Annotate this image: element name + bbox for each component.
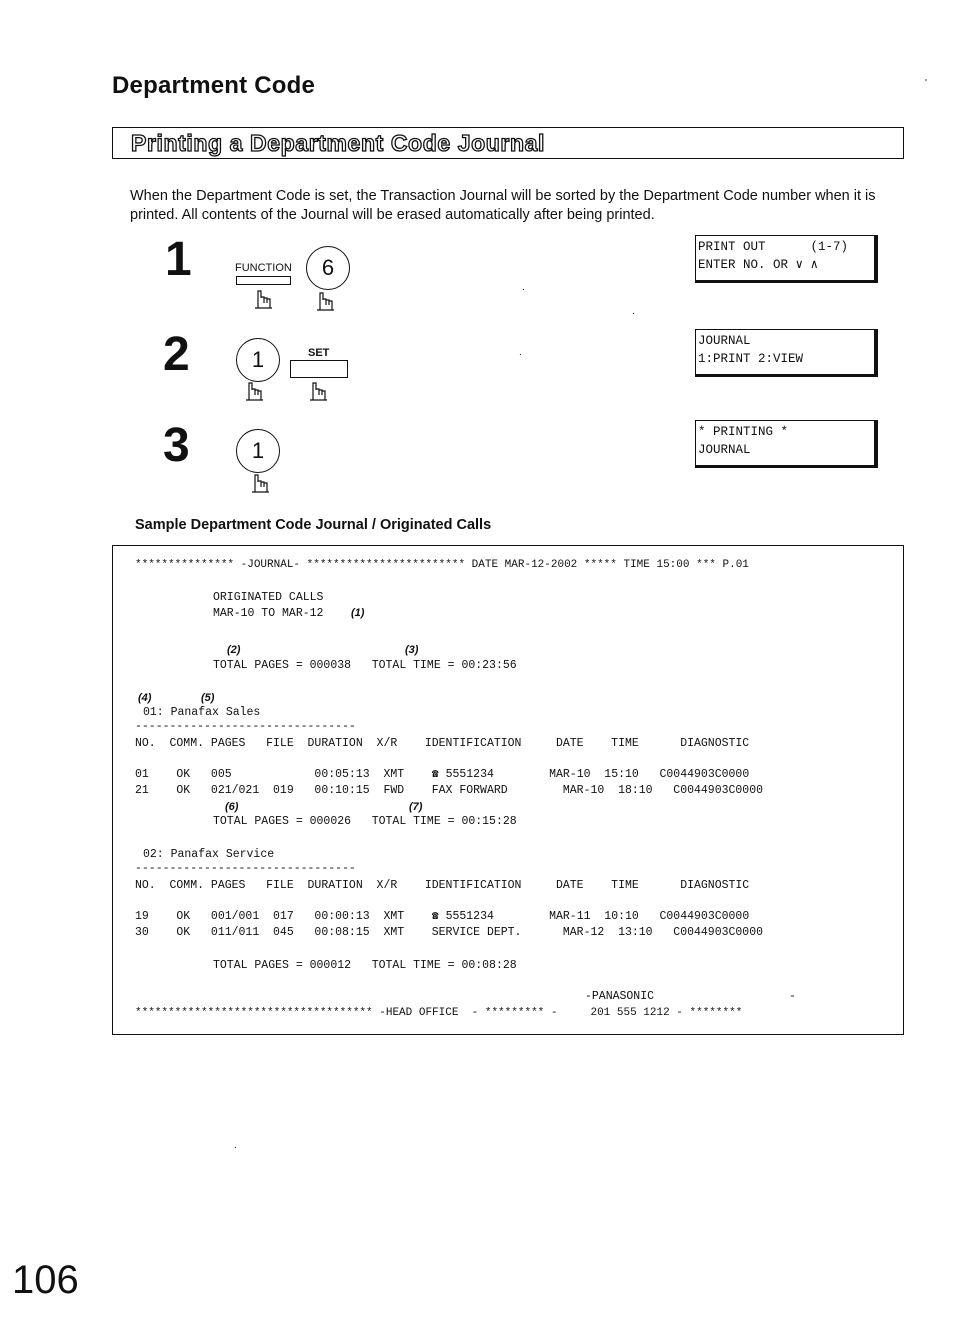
overall-total: TOTAL PAGES = 000038 TOTAL TIME = 00:23:56	[213, 659, 517, 672]
lcd-display-1	[695, 235, 878, 283]
dept-2-name: 02: Panafax Service	[143, 848, 275, 861]
marker-1: (1)	[351, 607, 365, 619]
set-key-label: SET	[308, 347, 330, 359]
lcd-line: JOURNAL	[698, 334, 751, 348]
set-key[interactable]	[290, 360, 348, 378]
intro-paragraph: When the Department Code is set, the Transaction Journal will be sorted by the Department Code number when it is printed. All contents of the Journal will be erased automatically after being printed.	[130, 188, 876, 223]
lcd-display-3	[695, 420, 878, 468]
table-row: 30 OK 011/011 045 00:08:15 XMT SERVICE DEPT. MAR-12 13:10 C0044903C0000	[135, 926, 764, 939]
lcd-display-2	[695, 329, 878, 377]
column-header: NO. COMM. PAGES FILE DURATION X/R IDENTIFICATION DATE TIME DIAGNOSTIC	[135, 879, 750, 892]
key-1[interactable]: 1	[236, 429, 280, 473]
finger-press-icon	[249, 472, 271, 494]
marker-2: (2)	[227, 644, 241, 656]
dept-1-total: TOTAL PAGES = 000026 TOTAL TIME = 00:15:28	[213, 815, 517, 828]
finger-press-icon	[307, 380, 329, 402]
step-3-number: 3	[163, 419, 190, 472]
table-row: 01 OK 005 00:05:13 XMT ☎ 5551234 MAR-10 15:10 C0044903C0000	[135, 768, 750, 781]
key-1[interactable]: 1	[236, 338, 280, 382]
journal-report	[112, 545, 904, 1035]
lcd-line: ENTER NO. OR ∨ ∧	[698, 258, 819, 272]
dept-2-total: TOTAL PAGES = 000012 TOTAL TIME = 00:08:28	[213, 959, 517, 972]
lcd-line: 1:PRINT 2:VIEW	[698, 352, 804, 366]
divider: --------------------------------	[135, 720, 356, 733]
lcd-line: JOURNAL	[698, 443, 751, 457]
page-title-box	[112, 127, 904, 159]
report-header-line: *************** -JOURNAL- ************************ DATE MAR-12-2002 ***** TIME 15:00 *** P.01	[135, 559, 749, 571]
key-6[interactable]: 6	[306, 246, 350, 290]
page-title: Printing a Department Code Journal	[131, 130, 546, 156]
date-range: MAR-10 TO MAR-12	[213, 607, 324, 620]
table-row: 21 OK 021/021 019 00:10:15 FWD FAX FORWARD MAR-10 18:10 C0044903C0000	[135, 784, 764, 797]
lcd-line: * PRINTING *	[698, 425, 789, 439]
marker-5: (5)	[201, 692, 215, 704]
divider: --------------------------------	[135, 862, 356, 875]
page-number: 106	[12, 1258, 79, 1302]
dept-1-name: 01: Panafax Sales	[143, 706, 261, 719]
lcd-line: PRINT OUT (1-7)	[698, 240, 849, 254]
footer-dash: -	[789, 990, 796, 1003]
step-2-number: 2	[163, 328, 190, 381]
footer-brand: -PANASONIC	[585, 990, 655, 1003]
marker-6: (6)	[225, 801, 239, 813]
marker-3: (3)	[405, 644, 419, 656]
marker-7: (7)	[409, 801, 423, 813]
section-heading: Department Code	[112, 72, 316, 99]
marker-4: (4)	[138, 692, 152, 704]
step-1-number: 1	[165, 233, 192, 286]
originated-label: ORIGINATED CALLS	[213, 591, 324, 604]
footer-line: ************************************ -HEAD OFFICE - ********* - 201 555 1212 - ********	[135, 1007, 743, 1019]
column-header: NO. COMM. PAGES FILE DURATION X/R IDENTIFICATION DATE TIME DIAGNOSTIC	[135, 737, 750, 750]
finger-press-icon	[243, 380, 265, 402]
function-key[interactable]	[236, 276, 291, 285]
finger-press-icon	[252, 288, 274, 310]
table-row: 19 OK 001/001 017 00:00:13 XMT ☎ 5551234 MAR-11 10:10 C0044903C0000	[135, 910, 750, 923]
finger-press-icon	[314, 290, 336, 312]
function-key-label: FUNCTION	[235, 262, 292, 274]
sample-title: Sample Department Code Journal / Originated Calls	[135, 517, 492, 533]
